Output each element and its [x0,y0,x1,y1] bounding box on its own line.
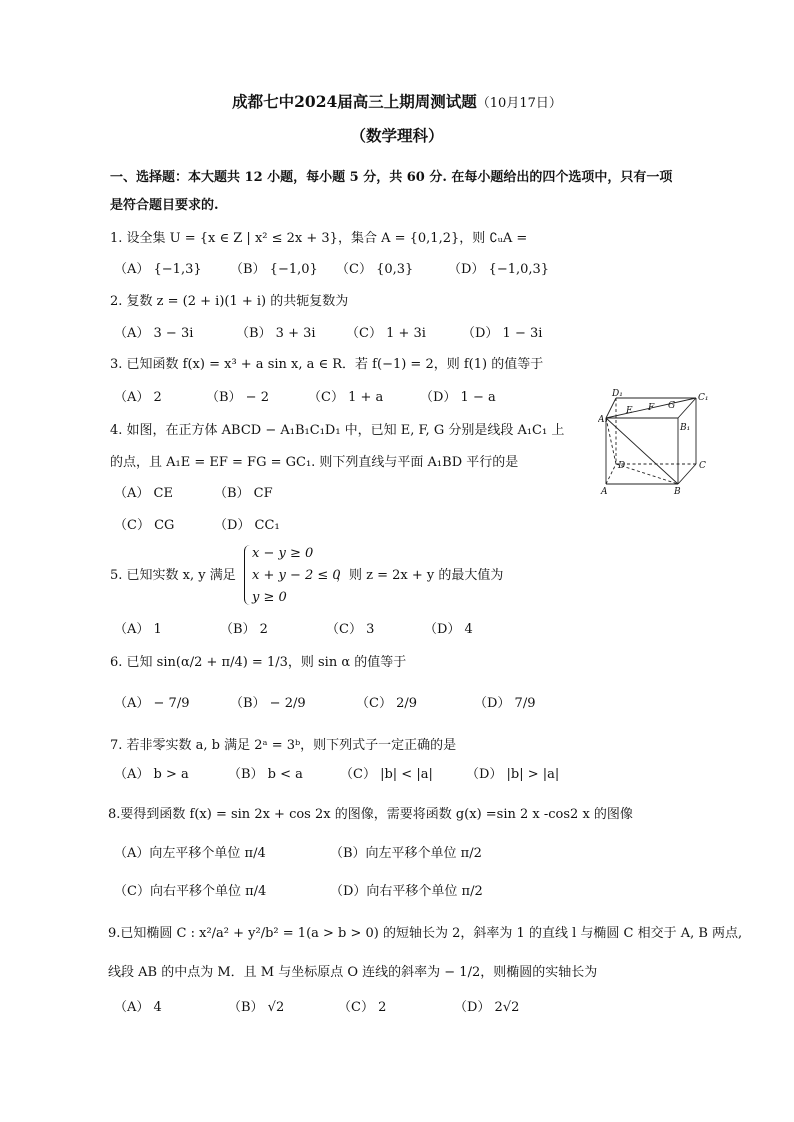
question-1-option-b[interactable]: （B） {−1,0} [230,262,318,277]
question-5-stem-tail: ，则 z = 2x + y 的最大值为 [336,568,504,583]
question-5-option-c[interactable]: （C） 3 [326,622,375,637]
question-6-stem: 6. 已知 sin(α/2 + π/4) = 1/3，则 sin α 的值等于 [110,655,407,670]
question-5-option-a[interactable]: （A） 1 [114,622,162,637]
section-heading-line2: 是符合题目要求的. [110,198,219,213]
question-3-option-c[interactable]: （C） 1 + a [308,390,384,405]
question-3-option-d[interactable]: （D） 1 − a [420,390,496,405]
question-5-option-b[interactable]: （B） 2 [220,622,268,637]
question-6-option-b[interactable]: （B） − 2/9 [230,696,306,711]
title-text: 成都七中2024届高三上期周测试题 [232,92,477,111]
question-4-stem-line1: 4. 如图，在正方体 ABCD − A₁B₁C₁D₁ 中，已知 E, F, G 分别是线段 A₁C₁ 上 [110,423,565,438]
question-3-stem: 3. 已知函数 f(x) = x³ + a sin x, a ∈ R．若 f(−1) = 2，则 f(1) 的值等于 [110,357,544,372]
question-9-option-b[interactable]: （B） √2 [228,1000,285,1015]
label-d: D [618,461,626,471]
question-6-option-a[interactable]: （A） − 7/9 [114,696,190,711]
question-8-option-a[interactable]: （A）向左平移个单位 π/4 [114,846,266,861]
label-e: E [626,406,633,416]
cube-figure [598,388,716,500]
question-4-option-a[interactable]: （A） CE [114,486,173,501]
question-4-option-b[interactable]: （B） CF [214,486,273,501]
title-date: （10月17日） [476,96,562,111]
question-9-option-c[interactable]: （C） 2 [338,1000,387,1015]
question-8-option-c[interactable]: （C）向右平移个单位 π/4 [114,884,267,899]
system-line-2: x + y − 2 ≤ 0 [252,568,341,583]
question-1-option-a[interactable]: （A） {−1,3} [114,262,202,277]
question-9-option-a[interactable]: （A） 4 [114,1000,162,1015]
question-6-option-c[interactable]: （C） 2/9 [356,696,418,711]
question-2-stem: 2. 复数 z = (2 + i)(1 + i) 的共轭复数为 [110,294,349,309]
label-a: A [601,487,608,497]
question-7-option-b[interactable]: （B） b < a [228,767,303,782]
question-4-option-c[interactable]: （C） CG [114,518,175,533]
page-subtitle: （数学理科） [350,126,444,145]
question-9-stem-line2: 线段 AB 的中点为 M．且 M 与坐标原点 O 连线的斜率为 − 1/2，则椭圆的实轴长为 [108,965,598,980]
question-1-option-c[interactable]: （C） {0,3} [336,262,414,277]
question-8-option-b[interactable]: （B）向左平移个单位 π/2 [330,846,482,861]
edge-bc [678,464,696,484]
page-title [0,90,794,112]
question-9-option-d[interactable]: （D） 2√2 [454,1000,520,1015]
question-9-stem-line1: 9.已知椭圆 C : x²/a² + y²/b² = 1(a > b > 0) 的短轴长为 2，斜率为 1 的直线 l 与椭圆 C 相交于 A, B 两点, [108,926,743,941]
question-2-option-a[interactable]: （A） 3 − 3i [114,326,194,341]
question-8-stem: 8.要得到函数 f(x) = sin 2x + cos 2x 的图像，需要将函数 g(x) =sin 2 x -cos2 x 的图像 [108,807,633,822]
label-g: G [668,401,676,411]
question-4-stem-line2: 的点，且 A₁E = EF = FG = GC₁. 则下列直线与平面 A₁BD 平行的是 [110,455,519,470]
question-2-option-c[interactable]: （C） 1 + 3i [346,326,426,341]
question-3-option-b[interactable]: （B） − 2 [206,390,269,405]
edge-ad [606,464,616,484]
label-d1: D₁ [612,389,623,399]
system-line-3: y ≥ 0 [252,590,287,605]
question-1-stem: 1. 设全集 U = {x ∈ Z | x² ≤ 2x + 3}，集合 A = {0,1,2}，则 ∁ᵤA = [110,231,528,246]
question-5-option-d[interactable]: （D） 4 [424,622,473,637]
question-3-option-a[interactable]: （A） 2 [114,390,162,405]
question-1-option-d[interactable]: （D） {−1,0,3} [448,262,550,277]
question-6-option-d[interactable]: （D） 7/9 [474,696,536,711]
diag-db [616,464,678,484]
question-7-stem: 7. 若非零实数 a, b 满足 2ᵃ = 3ᵇ，则下列式子一定正确的是 [110,738,457,753]
question-7-option-c[interactable]: （C） |b| < |a| [340,767,433,782]
question-2-option-b[interactable]: （B） 3 + 3i [236,326,316,341]
label-a1: A₁ [598,415,609,425]
question-8-option-d[interactable]: （D）向右平移个单位 π/2 [330,884,483,899]
section-heading-line1: 一、选择题：本大题共 12 小题，每小题 5 分，共 60 分. 在每小题给出的四个选项中，只有一项 [110,170,673,185]
question-7-option-a[interactable]: （A） b > a [114,767,189,782]
label-c1: C₁ [698,393,709,403]
question-2-option-d[interactable]: （D） 1 − 3i [462,326,543,341]
system-brace-icon [244,545,251,605]
label-c: C [699,461,706,471]
system-line-1: x − y ≥ 0 [252,546,314,561]
question-5-stem: 5. 已知实数 x, y 满足 [110,568,236,583]
question-4-option-d[interactable]: （D） CC₁ [214,518,280,533]
label-b1: B₁ [680,423,691,433]
question-7-option-d[interactable]: （D） |b| > |a| [466,767,560,782]
diag-a1b [606,418,678,484]
label-f: F [648,403,655,413]
label-b: B [674,487,681,497]
